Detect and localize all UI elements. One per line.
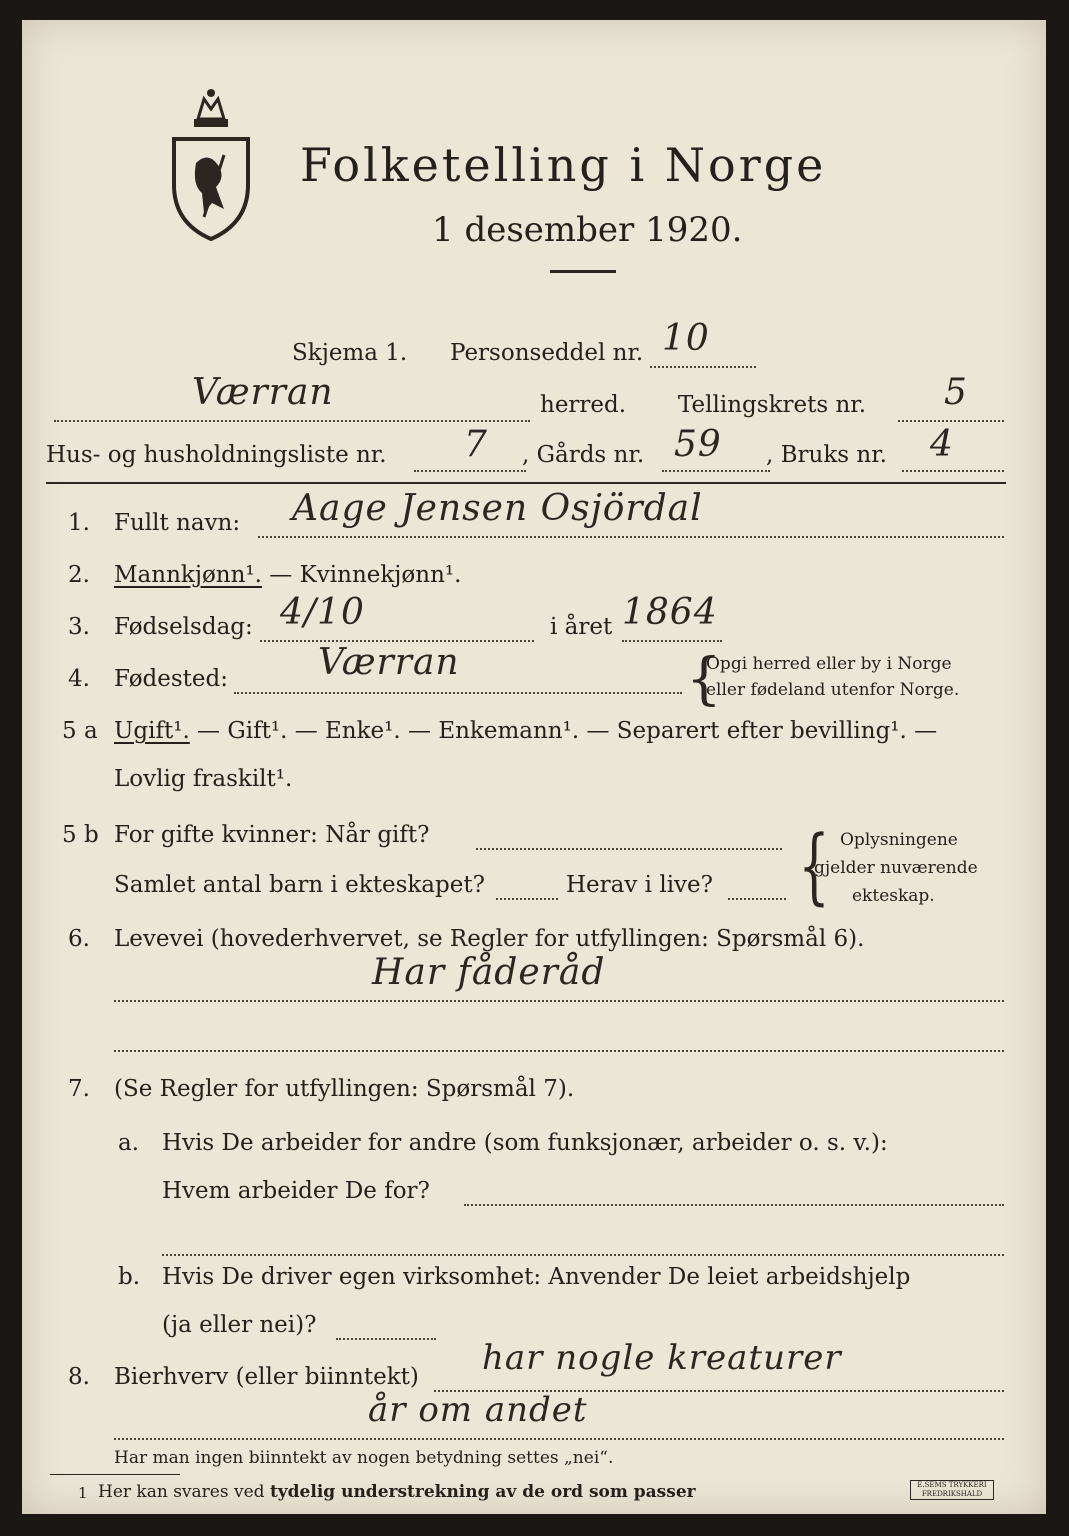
q7b-line2: (ja eller nei)? xyxy=(162,1312,317,1338)
personseddel-line xyxy=(650,366,756,368)
norway-coat-of-arms-icon xyxy=(168,85,254,243)
census-date: 1 desember 1920. xyxy=(432,210,743,250)
q7a-letter: a. xyxy=(118,1130,140,1156)
q5b-number: 5 b xyxy=(62,822,99,848)
q5b-alive-line xyxy=(728,898,786,900)
q4-number: 4. xyxy=(68,666,90,692)
footnote-number: 1 xyxy=(78,1484,88,1502)
tellingskrets-line xyxy=(898,420,1004,422)
bruks-label: , Bruks nr. xyxy=(766,442,887,468)
q5b-children-label: Samlet antal barn i ekteskapet? xyxy=(114,872,485,898)
q5a-other-options: — Gift¹. — Enke¹. — Enkemann¹. — Separert efter bevilling¹. — xyxy=(189,718,938,744)
no-income-note: Har man ingen biinntekt av nogen betydning settes „nei“. xyxy=(114,1448,614,1468)
q7-label: (Se Regler for utfyllingen: Spørsmål 7). xyxy=(114,1076,575,1102)
footnote-text-plain: Her kan svares ved xyxy=(98,1482,270,1502)
herred-value: Værran xyxy=(192,372,334,413)
q5b-brace: { xyxy=(798,819,830,914)
q7b-letter: b. xyxy=(118,1264,141,1290)
q3-birthday-value: 4/10 xyxy=(280,592,365,633)
footnote-text xyxy=(98,1482,696,1502)
bruks-line xyxy=(902,470,1004,472)
q8-line2 xyxy=(114,1438,1004,1440)
printer-stamp xyxy=(910,1480,994,1500)
q8-number: 8. xyxy=(68,1364,90,1390)
personseddel-label: Personseddel nr. xyxy=(450,340,644,366)
q8-sideincome-value2: år om andet xyxy=(368,1390,588,1430)
bruks-value: 4 xyxy=(930,424,954,465)
q2-sex-options xyxy=(114,562,461,588)
q6-occupation-value: Har fåderåd xyxy=(372,952,606,993)
herred-line xyxy=(54,420,530,422)
q3-year-line xyxy=(622,640,722,642)
gards-label: , Gårds nr. xyxy=(522,442,645,468)
q5b-note-line2: gjelder nuværende xyxy=(814,858,978,878)
husholdning-line xyxy=(414,470,526,472)
form-title: Folketelling i Norge xyxy=(300,138,827,192)
q7a-employer-line xyxy=(464,1204,1004,1206)
tellingskrets-label: Tellingskrets nr. xyxy=(678,392,867,418)
q5a-number: 5 a xyxy=(62,718,98,744)
census-form-sheet xyxy=(22,20,1046,1514)
q1-number: 1. xyxy=(68,510,90,536)
q5a-ugift-option: Ugift¹. xyxy=(114,718,190,744)
q5a-fraskilt-option: Lovlig fraskilt¹. xyxy=(114,766,293,792)
gards-line xyxy=(662,470,770,472)
q6-label: Levevei (hovederhvervet, se Regler for utfyllingen: Spørsmål 6). xyxy=(114,926,865,952)
q5b-married-when-line xyxy=(476,848,782,850)
herred-label: herred. xyxy=(540,392,627,418)
q5b-note-line1: Oplysningene xyxy=(840,830,958,850)
q1-fullname-value: Aage Jensen Osjördal xyxy=(292,488,703,529)
personseddel-value: 10 xyxy=(662,318,710,359)
q2-female-option: Kvinnekjønn¹. xyxy=(299,562,462,588)
q8-label: Bierhverv (eller biinntekt) xyxy=(114,1364,419,1390)
header-divider xyxy=(46,482,1006,484)
q4-brace: { xyxy=(686,647,722,712)
q3-label: Fødselsdag: xyxy=(114,614,253,640)
title-divider xyxy=(550,270,616,273)
q4-note-line1: Opgi herred eller by i Norge xyxy=(706,654,952,674)
q5b-alive-label: Herav i live? xyxy=(566,872,713,898)
q5a-marital-options xyxy=(114,718,937,744)
q3-year-value: 1864 xyxy=(622,592,718,633)
q6-number: 6. xyxy=(68,926,90,952)
q7-number: 7. xyxy=(68,1076,90,1102)
q7a-line2: Hvem arbeider De for? xyxy=(162,1178,430,1204)
q3-year-label: i året xyxy=(550,614,613,640)
q2-separator: — xyxy=(261,562,300,588)
q7a-extra-line xyxy=(162,1254,1004,1256)
footnote-text-bold: tydelig understrekning av de ord som passer xyxy=(269,1482,696,1502)
printer-stamp-line1: E.SEMS TRYKKERI xyxy=(917,1481,987,1489)
q4-note-line2: eller fødeland utenfor Norge. xyxy=(706,680,960,700)
q7a-line1: Hvis De arbeider for andre (som funksjonær, arbeider o. s. v.): xyxy=(162,1130,888,1156)
gards-value: 59 xyxy=(674,424,722,465)
q1-line xyxy=(258,536,1004,538)
q5b-note-line3: ekteskap. xyxy=(852,886,935,906)
q4-birthplace-value: Værran xyxy=(318,642,460,683)
tellingskrets-value: 5 xyxy=(944,372,968,413)
skjema-label: Skjema 1. xyxy=(292,340,408,366)
q6-line1 xyxy=(114,1000,1004,1002)
q4-label: Fødested: xyxy=(114,666,229,692)
q6-line2 xyxy=(114,1050,1004,1052)
q2-male-option: Mannkjønn¹. xyxy=(114,562,262,588)
q1-label: Fullt navn: xyxy=(114,510,241,536)
husholdning-value: 7 xyxy=(464,424,488,465)
husholdning-label: Hus- og husholdningsliste nr. xyxy=(46,442,387,468)
footnote-divider xyxy=(50,1474,180,1475)
q5b-children-line xyxy=(496,898,558,900)
q7b-line1: Hvis De driver egen virksomhet: Anvender De leiet arbeidshjelp xyxy=(162,1264,911,1290)
printer-stamp-line2: FREDRIKSHALD xyxy=(921,1490,983,1498)
q4-line xyxy=(234,692,682,694)
q3-number: 3. xyxy=(68,614,90,640)
q7b-answer-line xyxy=(336,1338,436,1340)
q8-sideincome-value1: har nogle kreaturer xyxy=(482,1338,842,1378)
q2-number: 2. xyxy=(68,562,90,588)
q5b-married-when-label: For gifte kvinner: Når gift? xyxy=(114,822,430,848)
